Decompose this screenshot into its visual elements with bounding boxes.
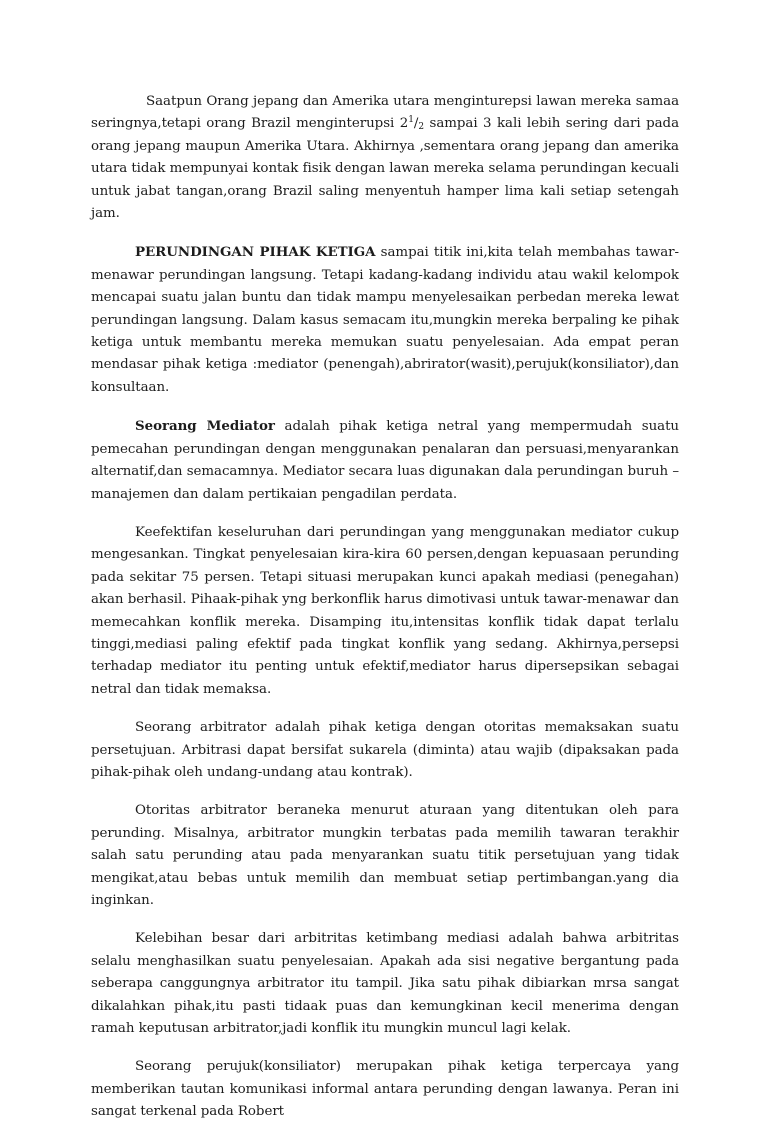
fraction-denominator: 2	[418, 122, 425, 133]
paragraph-1: Saatpun Orang jepang dan Amerika utara menginturepsi lawan mereka samaa seringnya,tetapi orang Brazil menginterupsi $2^1/_2$ sampai 3 kali lebih sering dari pada orang jepang maupun Amerika Utara. Akhirnya ,sementara orang jepang dan amerika utara tidak mempunyai kontak fisik dengan lawan mereka selama perundingan kecuali untuk jabat tangan,orang Brazil saling menyentuh hamper lima kali setiap setengah jam.	[91, 94, 679, 222]
paragraph-2-text: sampai titik ini,kita telah membahas tawar-menawar perundingan langsung. Tetapi kadang-kadang individu atau wakil kelompok mencapai suatu jalan buntu dan tidak mampu menyelesaikan perbedan mereka lewat perundingan langsung. Dalam kasus semacam itu,mungkin mereka berpaling ke pihak ketiga untuk membantu mereka memukan suatu penyelesaian. Ada empat peran mendasar pihak ketiga :mediator (penengah),abrirator(wasit),perujuk(konsiliator),dan konsultaan.	[91, 245, 679, 395]
paragraph-7-text: Kelebihan besar dari arbitritas ketimbang mediasi adalah bahwa arbitritas selalu menghasilkan suatu penyelesaian. Apakah ada sisi negative bergantung pada seberapa canggungnya arbitrator itu tampil. Jika satu pihak dibiarkan mrsa sangat dikalahkan pihak,itu pasti tidaak puas dan kemungkinan kecil menerima dengan ramah keputusan arbitrator,jadi konflik itu mungkin muncul lagi kelak.	[91, 931, 679, 1037]
paragraph-3-lead: Seorang Mediator	[135, 418, 275, 435]
paragraph-4-text: Keefektifan keseluruhan dari perundingan yang menggunakan mediator cukup mengesankan. Tingkat penyelesaian kira-kira 60 persen,dengan kepuasaan perunding pada sekitar 75 persen. Tetapi situasi merupakan kunci apakah mediasi (penegahan) akan berhasil. Pihaak-pihak yng berkonflik harus dimotivasi untuk tawar-menawar dan memecahkan konflik mereka. Disamping itu,intensitas konflik tidak dapat terlalu tinggi,mediasi paling efektif pada tingkat konflik yang sedang. Akhirnya,persepsi terhadap mediator itu penting untuk efektif,mediator harus dipersepsikan sebagai netral dan tidak memaksa.	[91, 524, 679, 697]
fraction-whole: 2	[399, 116, 409, 132]
paragraph-3-text: adalah pihak ketiga netral yang mempermudah suatu pemecahan perundingan dengan menggunakan penalaran dan persuasi,menyarankan alternatif,dan semacamnya. Mediator secara luas digunakan dala perundingan buruh –manajemen dan dalam pertikaian pengadilan perdata.	[91, 419, 679, 502]
paragraph-6-text: Otoritas arbitrator beraneka menurut aturaan yang ditentukan oleh para perunding. Misalnya, arbitrator mungkin terbatas pada memilih tawaran terakhir salah satu perunding atau pada menyarankan suatu titik persetujuan yang tidak mengikat,atau bebas untuk memilih dan membuat setiap pertimbangan.yang dia inginkan.	[91, 803, 679, 908]
paragraph-8-text: Seorang perujuk(konsiliator) merupakan pihak ketiga terpercaya yang memberikan tautan komunikasi informal antara perunding dengan lawanya. Peran ini sangat terkenal pada Robert	[91, 1059, 679, 1120]
paragraph-8	[91, 1056, 679, 1123]
paragraph-1-text-before: Saatpun Orang jepang dan Amerika utara menginturepsi lawan mereka samaa seringnya,tetapi orang Brazil menginterupsi	[91, 94, 679, 132]
paragraph-4	[91, 522, 679, 701]
paragraph-1-text-after: sampai 3 kali lebih sering dari pada orang jepang maupun Amerika Utara. Akhirnya ,sementara orang jepang dan amerika utara tidak mempunyai kontak fisik dengan lawan mereka selama perundingan kecuali untuk jabat tangan,orang Brazil saling menyentuh hamper lima kali setiap setengah jam.	[91, 116, 679, 222]
section-heading: PERUNDINGAN PIHAK KETIGA	[135, 244, 376, 261]
paragraph-3	[91, 415, 679, 506]
document-body	[91, 91, 679, 1140]
paragraph-6	[91, 800, 679, 912]
paragraph-5-text: Seorang arbitrator adalah pihak ketiga dengan otoritas memaksakan suatu persetujuan. Arbitrasi dapat bersifat sukarela (diminta) atau wajib (dipaksakan pada pihak-pihak oleh undang-undang atau kontrak).	[91, 720, 679, 780]
paragraph-5	[91, 717, 679, 784]
paragraph-2	[91, 241, 679, 399]
fraction-numerator: 1	[408, 115, 414, 126]
